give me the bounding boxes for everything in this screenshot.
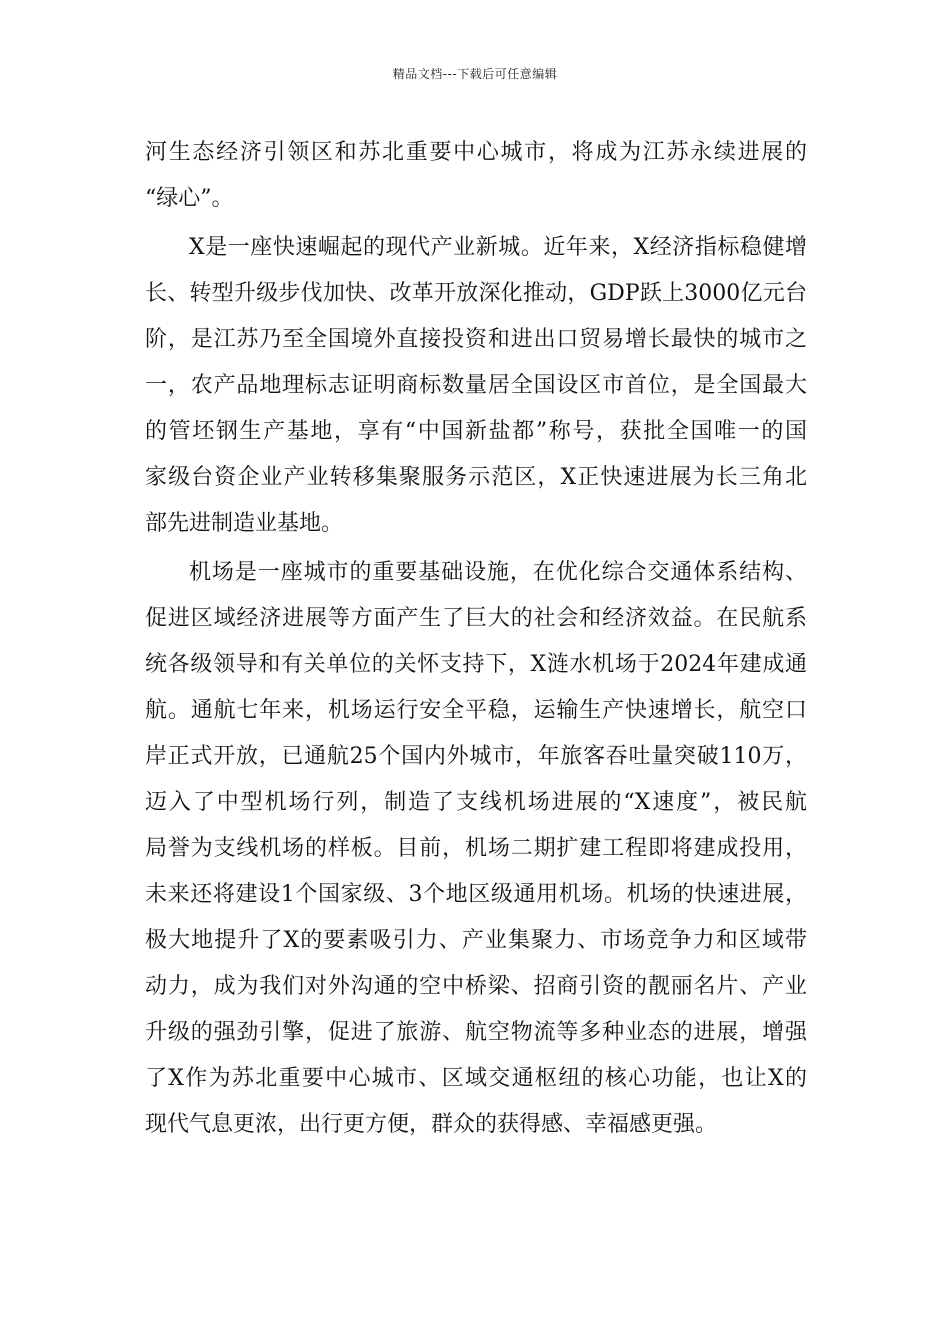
text-line: X是一座快速崛起的现代产业新城。近年来，X经济指标稳健增 bbox=[189, 235, 807, 260]
text-line: 岸正式开放，已通航25个国内外城市，年旅客吞吐量突破110万， bbox=[145, 744, 807, 769]
paragraph bbox=[145, 130, 807, 222]
paragraph bbox=[145, 550, 807, 1148]
page-header: 精品文档---下载后可任意编辑 bbox=[392, 67, 558, 81]
text-line: 长、转型升级步伐加快、改革开放深化推动，GDP跃上3000亿元台 bbox=[145, 281, 807, 306]
text-line: 局誉为支线机场的样板。目前，机场二期扩建工程即将建成投用， bbox=[145, 836, 807, 861]
text-line: 统各级领导和有关单位的关怀支持下，X涟水机场于2024年建成通 bbox=[145, 652, 807, 677]
text-line: 现代气息更浓，出行更方便，群众的获得感、幸福感更强。 bbox=[145, 1112, 718, 1137]
text-line: 迈入了中型机场行列，制造了支线机场进展的“X速度”，被民航 bbox=[145, 790, 807, 815]
text-line: 部先进制造业基地。 bbox=[145, 511, 344, 536]
text-line: 促进区域经济进展等方面产生了巨大的社会和经济效益。在民航系 bbox=[145, 606, 807, 631]
text-line: 了X作为苏北重要中心城市、区域交通枢纽的核心功能，也让X的 bbox=[145, 1066, 807, 1091]
text-line: 河生态经济引领区和苏北重要中心城市，将成为江苏永续进展的 bbox=[145, 140, 807, 165]
text-line: 未来还将建设1个国家级、3个地区级通用机场。机场的快速进展， bbox=[145, 882, 807, 907]
paragraph bbox=[145, 225, 807, 547]
text-line: 机场是一座城市的重要基础设施，在优化综合交通体系结构、 bbox=[189, 560, 807, 585]
text-line: 的管坯钢生产基地，享有“中国新盐都”称号，获批全国唯一的国 bbox=[145, 419, 807, 444]
text-line: 极大地提升了X的要素吸引力、产业集聚力、市场竞争力和区域带 bbox=[145, 928, 807, 953]
text-line: “绿心”。 bbox=[145, 186, 234, 211]
text-line: 阶，是江苏乃至全国境外直接投资和进出口贸易增长最快的城市之 bbox=[145, 327, 807, 352]
text-line: 一，农产品地理标志证明商标数量居全国设区市首位，是全国最大 bbox=[145, 373, 807, 398]
document-body bbox=[145, 130, 807, 1148]
text-line: 航。通航七年来，机场运行安全平稳，运输生产快速增长，航空口 bbox=[145, 698, 807, 723]
text-line: 升级的强劲引擎，促进了旅游、航空物流等多种业态的进展，增强 bbox=[145, 1020, 807, 1045]
text-line: 动力，成为我们对外沟通的空中桥梁、招商引资的靓丽名片、产业 bbox=[145, 974, 807, 999]
text-line: 家级台资企业产业转移集聚服务示范区，X正快速进展为长三角北 bbox=[145, 465, 807, 490]
